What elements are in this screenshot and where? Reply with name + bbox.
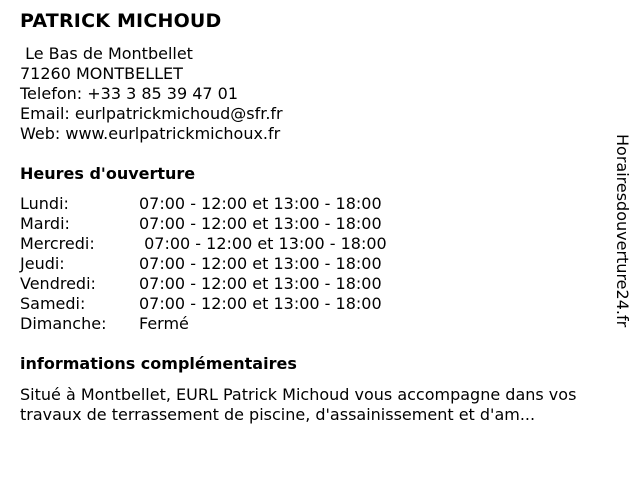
watermark <box>612 134 632 344</box>
time-value: 07:00 - 12:00 et 13:00 - 18:00 <box>139 294 382 313</box>
day-label: Vendredi: <box>20 274 96 293</box>
hours-heading: Heures d'ouverture <box>20 164 196 183</box>
email-line[interactable]: Email: eurlpatrickmichoud@sfr.fr <box>20 104 283 123</box>
time-value: 07:00 - 12:00 et 13:00 - 18:00 <box>139 194 382 213</box>
info-text: Situé à Montbellet, EURL Patrick Michoud vous accompagne dans vos travaux de terrassement de piscine, d'assainissement et d'am... <box>20 385 577 424</box>
day-label: Mercredi: <box>20 234 95 253</box>
time-value: 07:00 - 12:00 et 13:00 - 18:00 <box>139 274 382 293</box>
hours-table <box>20 194 440 334</box>
hours-row <box>20 234 440 254</box>
info-heading: informations complémentaires <box>20 354 297 373</box>
day-label: Lundi: <box>20 194 69 213</box>
address-street: Le Bas de Montbellet <box>20 44 193 63</box>
time-value: 07:00 - 12:00 et 13:00 - 18:00 <box>139 214 382 233</box>
hours-row <box>20 274 440 294</box>
business-name: PATRICK MICHOUD <box>20 10 222 32</box>
address-city: 71260 MONTBELLET <box>20 64 183 83</box>
time-value: 07:00 - 12:00 et 13:00 - 18:00 <box>139 234 387 253</box>
time-value: 07:00 - 12:00 et 13:00 - 18:00 <box>139 254 382 273</box>
hours-row <box>20 254 440 274</box>
time-value: Fermé <box>139 314 189 333</box>
watermark-text: Horairesdouverture24.fr <box>613 134 632 328</box>
web-line[interactable]: Web: www.eurlpatrickmichoux.fr <box>20 124 281 143</box>
hours-row <box>20 314 440 334</box>
day-label: Mardi: <box>20 214 70 233</box>
hours-row <box>20 194 440 214</box>
hours-row <box>20 214 440 234</box>
hours-row <box>20 294 440 314</box>
day-label: Dimanche: <box>20 314 107 333</box>
contact-block <box>20 44 283 144</box>
day-label: Samedi: <box>20 294 86 313</box>
day-label: Jeudi: <box>20 254 65 273</box>
phone-line[interactable]: Telefon: +33 3 85 39 47 01 <box>20 84 239 103</box>
